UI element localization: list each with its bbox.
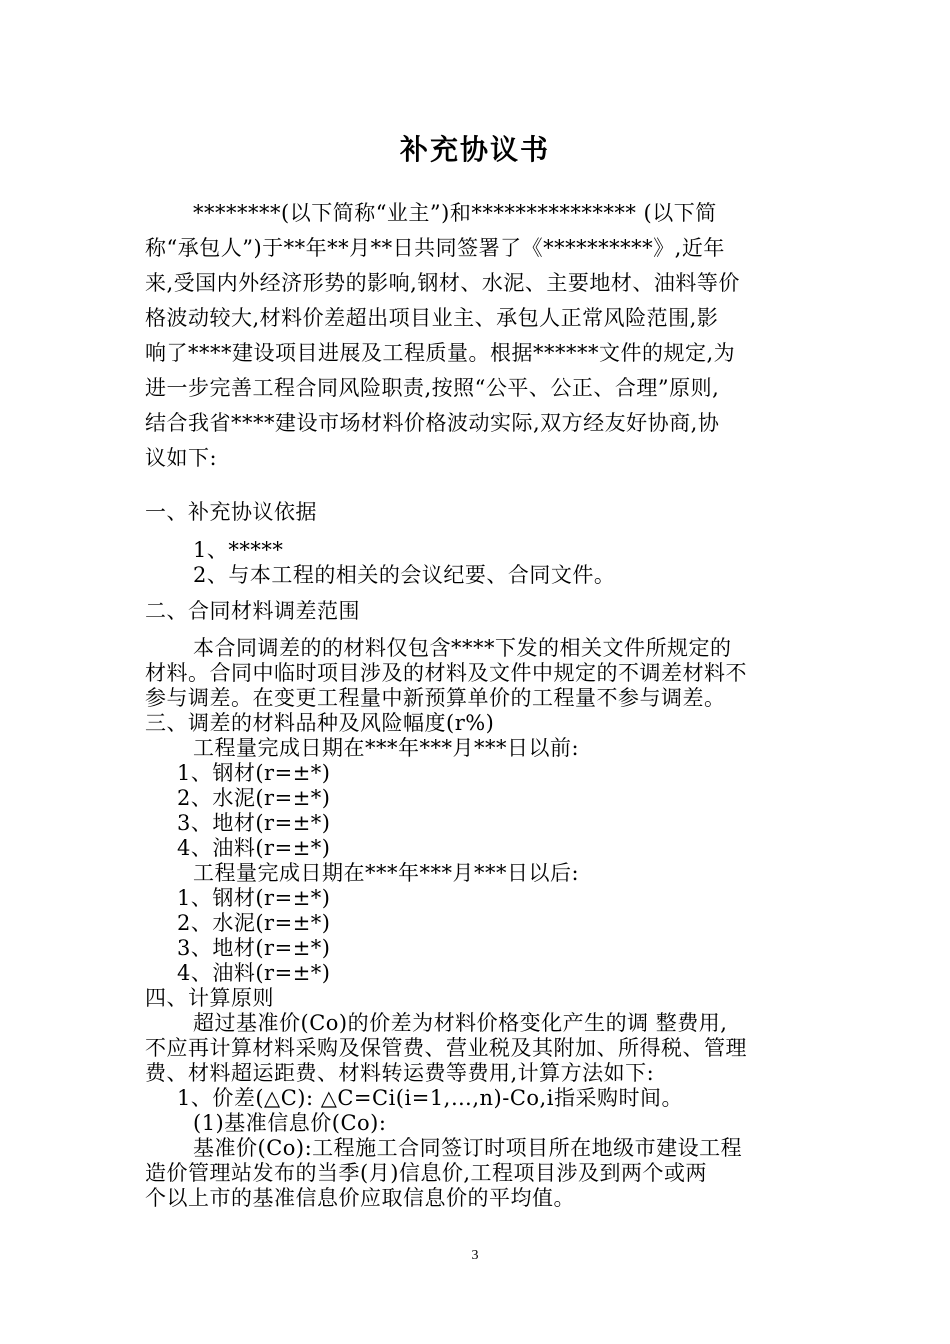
section-3-after-label: 工程量完成日期在***年***月***日以后:: [193, 861, 580, 885]
section-4-base-line-1: 基准价(Co):工程施工合同签订时项目所在地级市建设工程: [193, 1136, 743, 1160]
section-3-before-item-2: 2、水泥(r=±*): [177, 786, 331, 810]
page-number: 3: [471, 1248, 479, 1263]
section-4-line-1: 超过基准价(Co)的价差为材料价格变化产生的调 整费用,: [193, 1011, 728, 1035]
section-4-base-line-2: 造价管理站发布的当季(月)信息价,工程项目涉及到两个或两: [145, 1161, 708, 1185]
intro-line-2: 称“承包人”)于**年**月**日共同签署了《**********》,近年: [145, 236, 725, 260]
section-4-heading: 四、计算原则: [145, 986, 274, 1010]
section-2-line-3: 参与调差。在变更工程量中新预算单价的工程量不参与调差。: [145, 686, 726, 710]
section-4-sub-heading: (1)基准信息价(Co):: [193, 1111, 387, 1135]
section-4-formula: 1、价差(△C): △C=Ci(i=1,…,n)-Co,i指采购时间。: [177, 1086, 683, 1110]
section-2-line-1: 本合同调差的的材料仅包含****下发的相关文件所规定的: [193, 636, 732, 660]
intro-line-7: 结合我省****建设市场材料价格波动实际,双方经友好协商,协: [145, 411, 720, 435]
section-3-after-item-2: 2、水泥(r=±*): [177, 911, 331, 935]
intro-line-6: 进一步完善工程合同风险职责,按照“公平、公正、合理”原则,: [145, 376, 720, 400]
intro-line-1: ********(以下简称“业主”)和*************** (以下简: [193, 201, 717, 225]
intro-line-3: 来,受国内外经济形势的影响,钢材、水泥、主要地材、油料等价: [145, 271, 740, 295]
intro-line-8: 议如下:: [145, 446, 218, 470]
intro-line-5: 响了****建设项目进展及工程质量。根据******文件的规定,为: [145, 341, 736, 365]
section-3-before-item-4: 4、油料(r=±*): [177, 836, 331, 860]
section-2-heading: 二、合同材料调差范围: [145, 599, 360, 623]
section-3-before-item-1: 1、钢材(r=±*): [177, 761, 331, 785]
section-1-item-2: 2、与本工程的相关的会议纪要、合同文件。: [193, 563, 616, 587]
section-1-item-1: 1、*****: [193, 538, 284, 562]
section-4-line-3: 费、材料超运距费、材料转运费等费用,计算方法如下:: [145, 1061, 655, 1085]
section-3-before-label: 工程量完成日期在***年***月***日以前:: [193, 736, 580, 760]
section-3-before-item-3: 3、地材(r=±*): [177, 811, 331, 835]
section-3-after-item-3: 3、地材(r=±*): [177, 936, 331, 960]
section-4-line-2: 不应再计算材料采购及保管费、营业税及其附加、所得税、管理: [145, 1036, 747, 1060]
section-2-line-2: 材料。合同中临时项目涉及的材料及文件中规定的不调差材料不: [145, 661, 747, 685]
section-3-after-item-4: 4、油料(r=±*): [177, 961, 331, 985]
section-4-base-line-3: 个以上市的基准信息价应取信息价的平均值。: [145, 1186, 575, 1210]
section-1-heading: 一、补充协议依据: [145, 500, 317, 524]
document-title: 补充协议书: [399, 133, 550, 166]
section-3-heading: 三、调差的材料品种及风险幅度(r%): [145, 711, 495, 735]
section-3-after-item-1: 1、钢材(r=±*): [177, 886, 331, 910]
intro-line-4: 格波动较大,材料价差超出项目业主、承包人正常风险范围,影: [145, 306, 719, 330]
